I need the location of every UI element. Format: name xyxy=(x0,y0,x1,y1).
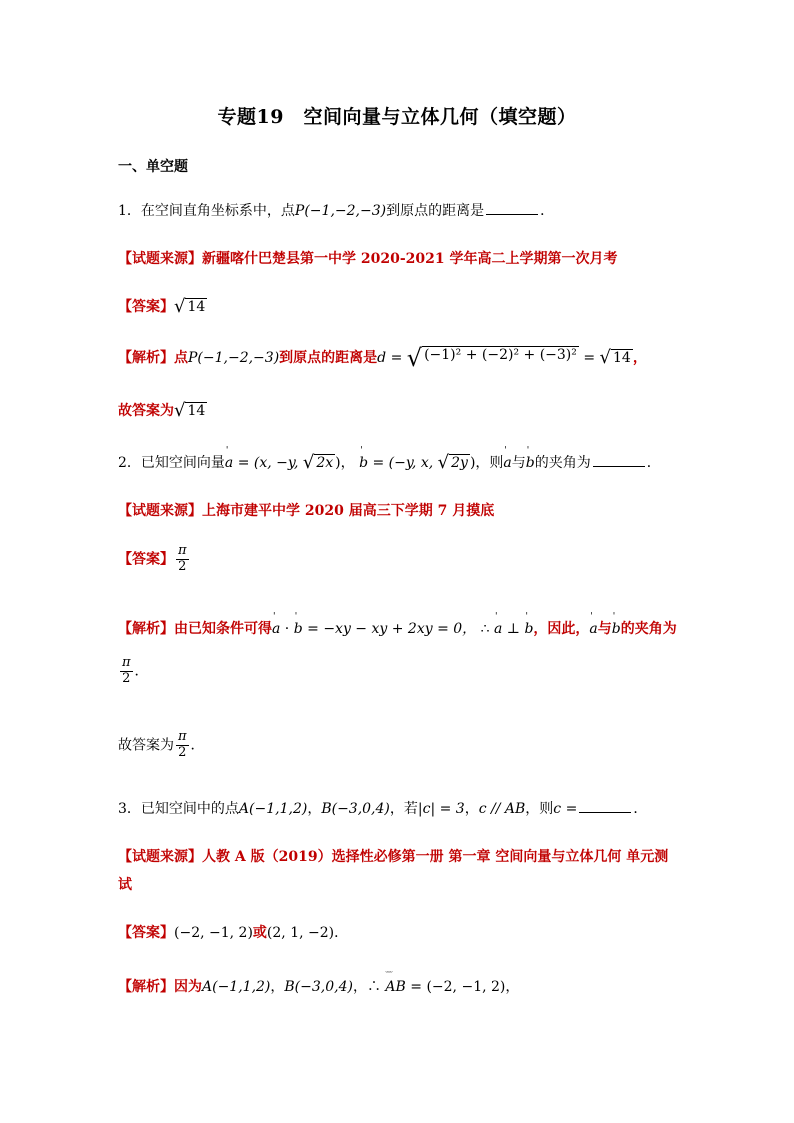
q2-conclusion-text: 故答案为 xyxy=(118,737,174,754)
q1-analysis xyxy=(118,346,647,370)
q2-analysis-den: 2 xyxy=(122,670,131,686)
q2-close-a: )， xyxy=(335,455,355,471)
q1-conclusion-sqrt: √ 14 xyxy=(174,399,206,421)
q2-analysis-vec-a: ' a xyxy=(272,621,280,637)
q1-analysis-eq: = xyxy=(583,350,596,366)
q2-close-b: )，则 xyxy=(469,455,504,471)
q2-analysis-and: 与 xyxy=(597,621,612,637)
q3-source-label: 【试题来源】 xyxy=(118,849,202,865)
q2-vector-b-ref: ' b xyxy=(526,455,535,471)
q3-analysis-a: 因为 xyxy=(174,979,202,995)
q3-number: 3． xyxy=(118,801,141,817)
q2-eq-b: = (−y, x, xyxy=(368,455,438,471)
q3-analysis-val: = (−2, −1, 2)， xyxy=(405,979,520,995)
q2-analysis: 【解析】由已知条件可得' a · ' b = −xy − xy + 2xy = 0， ∴ ' a ⊥ ' b，因此，' a与' b的夹角为 xyxy=(118,618,677,638)
q1-conclusion-text: 故答案为 xyxy=(118,403,174,419)
q2-analysis-vec-b3: ' b xyxy=(612,621,621,637)
q1-analysis-radicand: (−1)² + (−2)² + (−3)² xyxy=(422,346,579,370)
q1-answer xyxy=(118,296,207,316)
q2-answer xyxy=(118,544,191,575)
q1-analysis-label: 【解析】 xyxy=(118,350,174,366)
q1-answer-sqrt: √ 14 xyxy=(174,295,206,317)
q1-point: P(−1,−2,−3) xyxy=(294,203,387,219)
q1-number: 1． xyxy=(118,203,141,219)
q2-conclusion-fraction xyxy=(176,730,189,761)
q2-sqrt-a-value: 2x xyxy=(316,454,334,471)
q1-text-a: 在空间直角坐标系中，点 xyxy=(140,203,295,219)
q2-answer-fraction xyxy=(176,544,189,575)
q3-answer-b: (2, 1, −2) xyxy=(266,925,335,941)
q2-conclusion-den: 2 xyxy=(178,744,187,760)
q3-point-b: B(−3,0,4) xyxy=(321,801,390,817)
q1-text-b: 到原点的距离是 xyxy=(386,203,485,219)
q3-answer-label: 【答案】 xyxy=(118,925,174,941)
q3-source-cont xyxy=(118,874,132,894)
q3-sep: ， xyxy=(307,801,322,817)
q1-analysis-sqrt: √ (−1)² + (−2)² + (−3)² xyxy=(406,344,577,372)
q1-analysis-a: 点 xyxy=(174,350,188,366)
q2-analysis-label: 【解析】 xyxy=(118,621,174,637)
q2-analysis-fraction xyxy=(120,656,133,687)
q3-analysis-label: 【解析】 xyxy=(118,979,174,995)
question-2 xyxy=(118,452,661,472)
q2-analysis-vec-b: ' b xyxy=(294,621,303,637)
q3-text-c: ， xyxy=(464,801,479,817)
q3-answer-a: (−2, −1, 2) xyxy=(174,925,253,941)
q3-analysis-point-a: A(−1,1,2) xyxy=(202,979,271,995)
q3-end: ． xyxy=(633,801,648,817)
q1-answer-label: 【答案】 xyxy=(118,299,174,315)
q3-source xyxy=(118,846,668,866)
q2-therefore: ∴ xyxy=(480,621,490,637)
q1-analysis-b: 到原点的距离是 xyxy=(279,350,378,366)
q1-end: ． xyxy=(540,203,555,219)
q1-analysis-result: 14 xyxy=(613,349,631,366)
q2-sqrt-b: √ 2y xyxy=(437,451,468,473)
q1-answer-value: 14 xyxy=(187,298,206,315)
q3-answer-blank xyxy=(579,800,631,813)
q1-analysis-formula: d = xyxy=(377,350,403,366)
q2-answer-num: π xyxy=(178,543,187,558)
q3-parallel: c // AB xyxy=(478,801,526,817)
q3-source-line1: 人教 A 版（2019）选择性必修第一册 第一章 空间向量与立体几何 单元测 xyxy=(202,849,669,865)
q3-analysis-sep: ， xyxy=(270,979,285,995)
question-1 xyxy=(118,200,554,220)
q2-conclusion xyxy=(118,730,205,761)
q2-answer-den: 2 xyxy=(178,558,187,574)
q2-and: 与 xyxy=(511,455,526,471)
q1-source-text: 新疆喀什巴楚县第一中学 2020-2021 学年高二上学期第一次月考 xyxy=(202,251,618,267)
q2-vector-a-ref: ' a xyxy=(503,455,511,471)
q2-analysis-vec-a3: ' a xyxy=(589,621,597,637)
q3-analysis-point-b: B(−3,0,4) xyxy=(284,979,353,995)
q2-source-text: 上海市建平中学 2020 届高三下学期 7 月摸底 xyxy=(202,503,495,519)
q2-eq-a: = (x, −y, xyxy=(233,455,303,471)
q1-analysis-point: P(−1,−2,−3) xyxy=(188,350,280,366)
q1-conclusion-value: 14 xyxy=(187,402,206,419)
q3-source-line2: 试 xyxy=(118,877,132,893)
q1-analysis-end: ， xyxy=(632,350,647,366)
q1-answer-blank xyxy=(486,202,538,215)
q2-source xyxy=(118,500,494,520)
q2-tail: 的夹角为 xyxy=(534,455,591,471)
q1-source-label: 【试题来源】 xyxy=(118,251,202,267)
q2-vector-b: ' b xyxy=(359,455,368,471)
q2-analysis-eq: = −xy − xy + 2xy = 0， xyxy=(302,621,477,637)
q3-analysis xyxy=(118,976,519,996)
q2-vector-a: ' a xyxy=(225,455,233,471)
q2-analysis-end: ． xyxy=(134,663,149,680)
q2-analysis-c: 的夹角为 xyxy=(620,621,677,637)
q3-text-b: ，若 xyxy=(389,801,418,817)
q2-conclusion-end: ． xyxy=(190,737,205,754)
q3-text-a: 已知空间中的点 xyxy=(140,801,239,817)
q3-abs-c: |c| = 3 xyxy=(417,801,465,817)
page-title: 专题19 空间向量与立体几何（填空题） xyxy=(217,106,577,128)
q2-analysis-b: ，因此， xyxy=(533,621,590,637)
question-3 xyxy=(118,798,647,818)
q2-analysis-a: 由已知条件可得 xyxy=(174,621,272,637)
q1-analysis-result-sqrt: √ 14 xyxy=(599,346,631,368)
q3-analysis-ab: ᵕᵕᵕ AB xyxy=(385,979,405,995)
q2-sqrt-a: √ 2x xyxy=(302,451,334,473)
q2-number: 2． xyxy=(118,455,141,471)
q2-answer-label: 【答案】 xyxy=(118,551,174,568)
q2-perp: ⊥ xyxy=(502,621,525,637)
q3-answer xyxy=(118,922,348,942)
q3-text-d: ，则 xyxy=(525,801,554,817)
q3-answer-end: ． xyxy=(334,925,349,941)
q3-c-eq: c = xyxy=(553,801,578,817)
q2-analysis-vec-a2: ' a xyxy=(494,621,502,637)
q2-source-label: 【试题来源】 xyxy=(118,503,202,519)
section-heading: 一、单空题 xyxy=(118,159,188,175)
q3-answer-or: 或 xyxy=(252,925,267,941)
q2-analysis-num: π xyxy=(122,655,131,670)
q2-end: ． xyxy=(646,455,661,471)
q2-text-a: 已知空间向量 xyxy=(140,455,225,471)
q3-analysis-b: ，∴ xyxy=(352,979,386,995)
q2-sqrt-b-value: 2y xyxy=(451,454,468,471)
q1-source xyxy=(118,248,618,268)
q2-analysis-vec-b2: ' b xyxy=(524,621,533,637)
q2-answer-blank xyxy=(593,454,645,467)
q3-point-a: A(−1,1,2) xyxy=(238,801,308,817)
q2-analysis-cont xyxy=(118,656,149,687)
q1-conclusion xyxy=(118,400,207,420)
q2-conclusion-num: π xyxy=(178,729,187,744)
